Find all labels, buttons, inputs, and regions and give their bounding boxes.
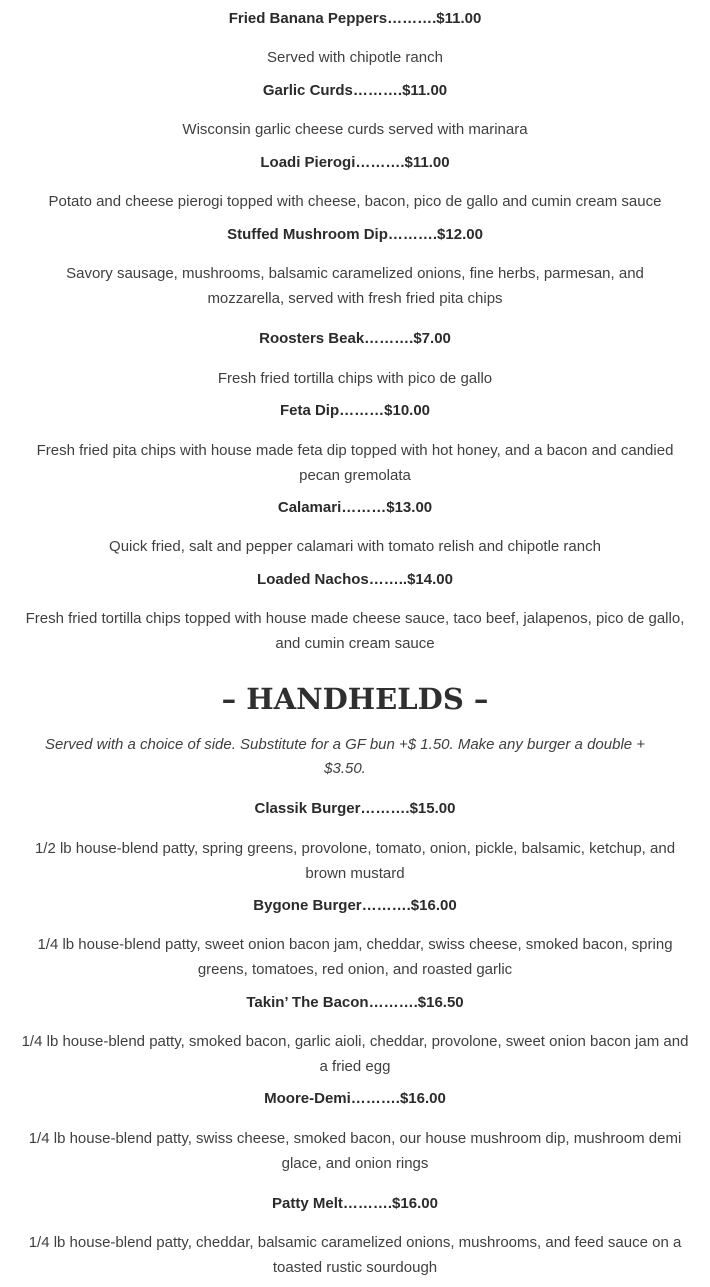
menu-item-description: 1/4 lb house-blend patty, swiss cheese, smoked bacon, our house mushroom dip, mushroom demi glace, and onion rings xyxy=(28,1130,682,1172)
menu-item-description: Wisconsin garlic cheese curds served with marinara xyxy=(182,121,528,138)
menu-item-title: Fried Banana Peppers……….$11.00 xyxy=(228,10,482,27)
menu-item-description: Savory sausage, mushrooms, balsamic caramelized onions, fine herbs, parmesan, and mozzarella, served with fresh fried pita chips xyxy=(66,265,644,307)
section-note: Served with a choice of side. Substitute for a GF bun +$ 1.50. Make any burger a double + $3.50. xyxy=(44,736,646,777)
menu-item-description: 1/2 lb house-blend patty, spring greens, provolone, tomato, onion, pickle, balsamic, ketchup, and brown mustard xyxy=(34,840,676,882)
menu-item-description: 1/4 lb house-blend patty, smoked bacon, garlic aioli, cheddar, provolone, sweet onion bacon jam and a fried egg xyxy=(21,1033,689,1075)
menu-item-title: Moore-Demi……….$16.00 xyxy=(264,1090,446,1107)
menu-item-description: Fresh fried tortilla chips with pico de gallo xyxy=(217,370,493,387)
menu-item-title: Patty Melt……….$16.00 xyxy=(272,1195,438,1212)
menu-item-description: 1/4 lb house-blend patty, cheddar, balsamic caramelized onions, mushrooms, and feed sauce on a toasted rustic sourdough xyxy=(28,1234,682,1276)
menu-item-title: Bygone Burger……….$16.00 xyxy=(253,897,457,914)
menu-item-title: Stuffed Mushroom Dip……….$12.00 xyxy=(227,226,483,243)
menu-item-description: Potato and cheese pierogi topped with cheese, bacon, pico de gallo and cumin cream sauce xyxy=(48,193,662,210)
menu-item-description: Fresh fried tortilla chips topped with house made cheese sauce, taco beef, jalapenos, pico de gallo, and cumin cream sauce xyxy=(25,610,685,652)
section-heading-handhelds: – HANDHELDS – xyxy=(221,682,489,716)
menu-item-title: Calamari………$13.00 xyxy=(277,499,433,516)
menu-item-title: Loaded Nachos……..$14.00 xyxy=(257,571,453,588)
menu-item-title: Loadi Pierogi……….$11.00 xyxy=(260,154,450,171)
menu-item-description: Quick fried, salt and pepper calamari with tomato relish and chipotle ranch xyxy=(109,538,601,555)
menu-item-title: Takin’ The Bacon……….$16.50 xyxy=(246,994,464,1011)
menu-item-title: Feta Dip………$10.00 xyxy=(279,402,431,419)
menu-item-title: Roosters Beak……….$7.00 xyxy=(259,330,451,347)
menu-item-description: 1/4 lb house-blend patty, sweet onion bacon jam, cheddar, swiss cheese, smoked bacon, spring greens, tomatoes, red onion, and roasted garlic xyxy=(37,936,673,978)
menu-item-description: Fresh fried pita chips with house made feta dip topped with hot honey, and a bacon and candied pecan gremolata xyxy=(36,442,674,484)
menu-item-title: Classik Burger……….$15.00 xyxy=(254,800,456,817)
menu-item-description: Served with chipotle ranch xyxy=(267,49,443,66)
menu-item-title: Garlic Curds……….$11.00 xyxy=(262,82,448,99)
